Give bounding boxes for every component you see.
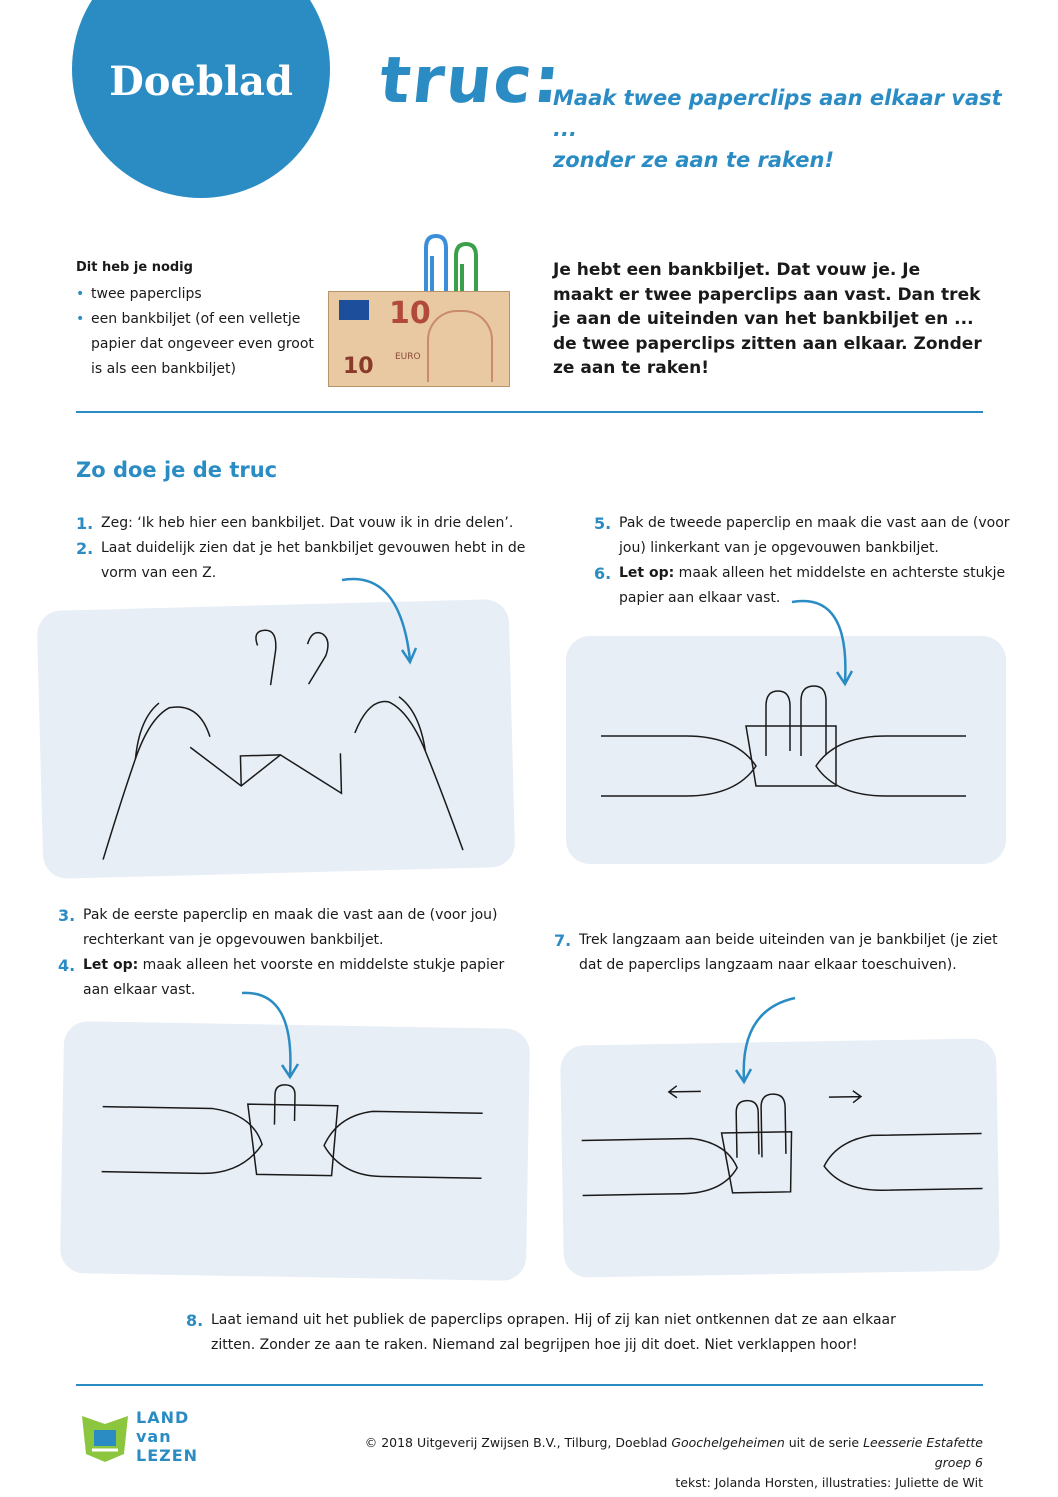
divider: [76, 411, 983, 413]
step-text: Laat iemand uit het publiek de paperclips oprapen. Hij of zij kan niet ontkennen dat ze aan elkaar zitten. Zonder ze aan te raken. Niemand zal begrijpen hoe jij dit doet. Niet verklappen hoor!: [211, 1312, 896, 1353]
credits: tekst: Jolanda Horsten, illustraties: Juliette de Wit: [675, 1475, 983, 1490]
step-text: Pak de eerste paperclip en maak die vast aan de (voor jou) rechterkant van je opgevouwen bankbiljet.: [83, 907, 498, 948]
materials-title: Dit heb je nodig: [76, 260, 193, 275]
step-number: 4.: [58, 956, 76, 975]
materials-item: • twee paperclips: [76, 282, 321, 307]
step-text: Zeg: ‘Ik heb hier een bankbiljet. Dat vouw ik in drie delen’.: [101, 515, 514, 531]
step-text-rest: maak alleen het voorste en middelste stukje papier aan elkaar vast.: [83, 957, 505, 998]
step-1: [76, 511, 531, 536]
step-number: 6.: [594, 564, 612, 583]
truc-label: truc:: [376, 44, 566, 118]
step-number: 5.: [594, 514, 612, 533]
step-bold: Let op:: [83, 957, 139, 973]
step-text: Pak de tweede paperclip en maak die vast aan de (voor jou) linkerkant van je opgevouwen bankbiljet.: [619, 515, 1010, 556]
footer-divider: [76, 1384, 983, 1386]
hands-clips-icon: [566, 636, 1006, 864]
land-van-lezen-logo: [78, 1408, 132, 1464]
copyright-prefix: © 2018 Uitgeverij Zwijsen B.V., Tilburg, Doeblad: [364, 1435, 672, 1450]
arrow-icon: [790, 592, 860, 692]
arrow-icon: [240, 985, 310, 1085]
materials-list: [76, 282, 321, 382]
logo-line: LEZEN: [136, 1446, 199, 1465]
logo-text: [136, 1408, 198, 1465]
arrow-icon: [340, 570, 430, 670]
logo-line: LAND: [136, 1408, 190, 1427]
step-number: 1.: [76, 514, 94, 533]
subtitle: [553, 83, 1013, 176]
step-number: 3.: [58, 906, 76, 925]
banknote-value: 10: [389, 296, 431, 331]
arch-icon: [427, 310, 493, 382]
step-text: Laat duidelijk zien dat je het bankbiljet gevouwen hebt in de vorm van een Z.: [101, 540, 526, 581]
step-text: Trek langzaam aan beide uiteinden van je bankbiljet (je ziet dat de paperclips langzaam naar elkaar toeschuiven).: [579, 932, 998, 973]
section-title: Zo doe je de truc: [76, 458, 278, 482]
materials-item: • een bankbiljet (of een velletje papier dat ongeveer even groot is als een bankbiljet): [76, 307, 321, 382]
copyright-mid: uit de serie: [784, 1435, 864, 1450]
step-number: 8.: [186, 1311, 204, 1330]
step-8: [186, 1308, 931, 1358]
banknote: [328, 291, 510, 387]
step-5: [594, 511, 1019, 561]
copyright: [333, 1433, 983, 1493]
step-bold: Let op:: [619, 565, 675, 581]
arrow-icon: [730, 990, 800, 1090]
banknote-value-small: 10: [343, 354, 374, 379]
logo-line: van: [136, 1427, 172, 1446]
eu-flag-icon: [339, 300, 369, 320]
step-number: 2.: [76, 539, 94, 558]
subtitle-line-2: zonder ze aan te raken!: [553, 148, 835, 172]
copyright-line: [333, 1433, 983, 1473]
copyright-title: Goochelgeheimen: [671, 1435, 785, 1450]
step-7: [554, 928, 1024, 978]
book-logo-icon: [78, 1408, 132, 1464]
step-2: [76, 536, 531, 586]
intro-text: Je hebt een bankbiljet. Dat vouw je. Je maakt er twee paperclips aan vast. Dan trek je aan de uiteinden van het bankbiljet en ... de twee paperclips zitten aan elkaar. Zonder ze aan te raken!: [553, 260, 982, 378]
banknote-currency: EURO: [395, 352, 421, 362]
step-number: 7.: [554, 931, 572, 950]
copyright-series: Leesserie Estafette groep 6: [863, 1435, 983, 1470]
subtitle-line-1: Maak twee paperclips aan elkaar vast ...: [553, 86, 1002, 141]
illustration-panel-1: [37, 599, 516, 879]
illustration-panel-2: [566, 636, 1006, 864]
doeblad-title: Doeblad: [109, 58, 293, 105]
step-text-rest: maak alleen het middelste en achterste stukje papier aan elkaar vast.: [619, 565, 1006, 606]
step-3: [58, 903, 523, 953]
hands-folding-icon: [37, 599, 516, 879]
